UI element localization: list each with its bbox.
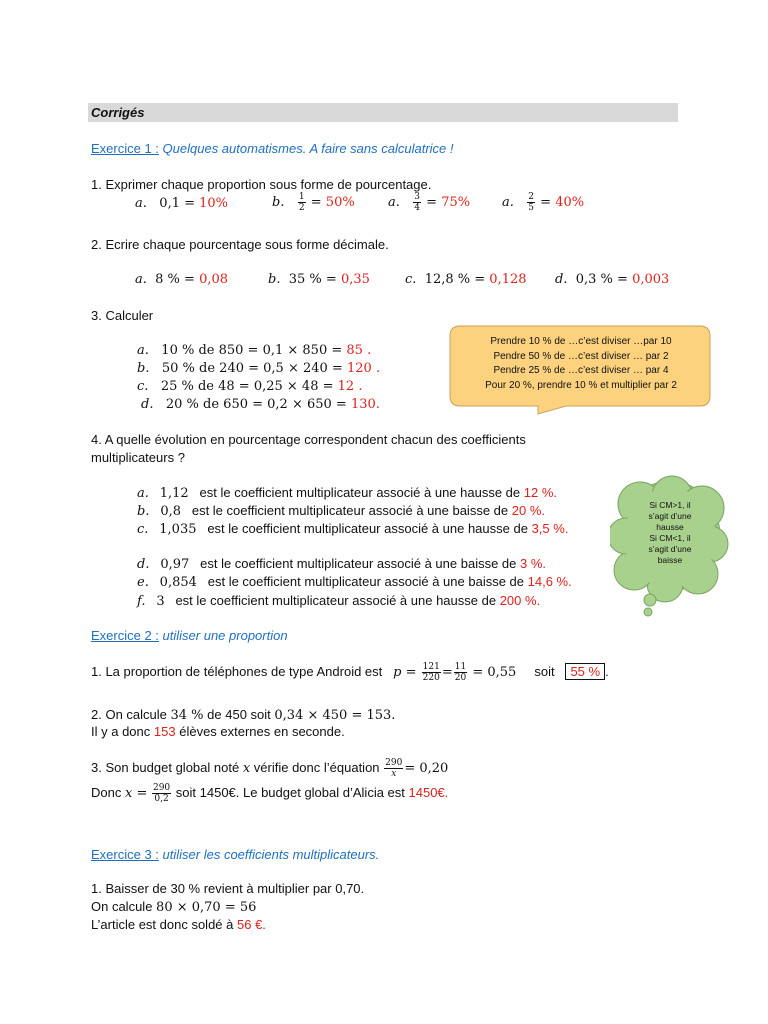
cloud-text: Si CM>1, il s’agit d’une hausse Si CM<1, il s’agit d’une baisse bbox=[648, 500, 692, 565]
q4-item-c: c. 1,035 est le coefficient multiplicateur associé à une hausse de 3,5 %. bbox=[137, 521, 569, 537]
ex3-line2: On calcule 80 × 0,70 = 56 bbox=[91, 899, 257, 915]
exercise-3-heading: Exercice 3 : utiliser les coefficients multiplicateurs. bbox=[91, 847, 380, 862]
ex2-q2-line2: Il y a donc 153 élèves externes en seconde. bbox=[91, 724, 345, 739]
q3-text: 3. Calculer bbox=[91, 308, 154, 323]
q3-item-c: c. 25 % de 48 = 0,25 × 48 = 12 . bbox=[137, 379, 363, 394]
q4-item-a: a. 1,12 est le coefficient multiplicateur associé à une hausse de 12 %. bbox=[137, 485, 558, 501]
ex2-q3-line1: 3. Son budget global noté x vérifie donc l’équation $\frac{290}{x}$ = 0,20 bbox=[91, 758, 449, 779]
page-title: Corrigés bbox=[91, 105, 145, 120]
q3-item-b: b. 50 % de 240 = 0,5 × 240 = 120 . bbox=[137, 361, 381, 376]
q4-item-b: b. 0,8 est le coefficient multiplicateur associé à une baisse de 20 %. bbox=[137, 503, 545, 519]
exercise-2-heading: Exercice 2 : utiliser une proportion bbox=[91, 628, 288, 643]
header-bar bbox=[88, 103, 678, 122]
answer-box: 55 % bbox=[565, 663, 605, 680]
q3-item-d: d. 20 % de 650 = 0,2 × 650 = 130. bbox=[141, 397, 380, 412]
ex3-line3: L’article est donc soldé à 56 €. bbox=[91, 917, 266, 932]
q4-text-line1: 4. A quelle évolution en pourcentage correspondent chacun des coefficients bbox=[91, 432, 526, 447]
q1-item-a: a. 0,1 = 10% bbox=[135, 196, 229, 211]
q2-item-c: c. 12,8 % = 0,128 bbox=[405, 272, 527, 287]
tip-text: Prendre 10 % de …c’est diviser …par 10 Pendre 50 % de …c’est diviser … par 2 Pendre 25 % de …c’est diviser … par 4 Pour 20 %, prendre 10 % et multiplier par 2 bbox=[485, 336, 677, 391]
q2-item-b: b. 35 % = 0,35 bbox=[268, 272, 370, 287]
q1-item-d: a. $\frac{2}{5}$ = 40% bbox=[502, 192, 585, 213]
exercise-1-heading: Exercice 1 : Quelques automatismes. A faire sans calculatrice ! bbox=[91, 141, 454, 156]
ex2-q2-line1: 2. On calcule 34 % de 450 soit 0,34 × 450 = 153. bbox=[91, 707, 396, 723]
q1-item-b: b. $\frac{1}{2}$ = 50% bbox=[272, 192, 355, 213]
q4-item-e: e. 0,854 est le coefficient multiplicateur associé à une baisse de 14,6 %. bbox=[137, 574, 572, 590]
q2-text: 2. Ecrire chaque pourcentage sous forme décimale. bbox=[91, 237, 389, 252]
q1-item-c: a. $\frac{3}{4}$ = 75% bbox=[388, 192, 471, 213]
q1-text: 1. Exprimer chaque proportion sous forme de pourcentage. bbox=[91, 177, 432, 192]
q3-item-a: a. 10 % de 850 = 0,1 × 850 = 85 . bbox=[137, 343, 372, 358]
q2-item-d: d. 0,3 % = 0,003 bbox=[555, 272, 670, 287]
ex2-q3-line2: Donc x = $\frac{290}{0,2}$ soit 1450€. Le budget global d’Alicia est 1450€. bbox=[91, 783, 449, 804]
q4-item-f: f. 3 est le coefficient multiplicateur associé à une hausse de 200 %. bbox=[137, 593, 541, 609]
ex3-line1: 1. Baisser de 30 % revient à multiplier par 0,70. bbox=[91, 881, 365, 896]
q4-text-line2: multiplicateurs ? bbox=[91, 450, 185, 465]
q2-item-a: a. 8 % = 0,08 bbox=[135, 272, 229, 287]
q4-item-d: d. 0,97 est le coefficient multiplicateur associé à une baisse de 3 %. bbox=[137, 556, 547, 572]
ex2-q1: 1. La proportion de téléphones de type Android est p = $\frac{121}{220}$ = $\frac{11}{20}$ = 0,55 soit 55 % . bbox=[91, 662, 609, 683]
